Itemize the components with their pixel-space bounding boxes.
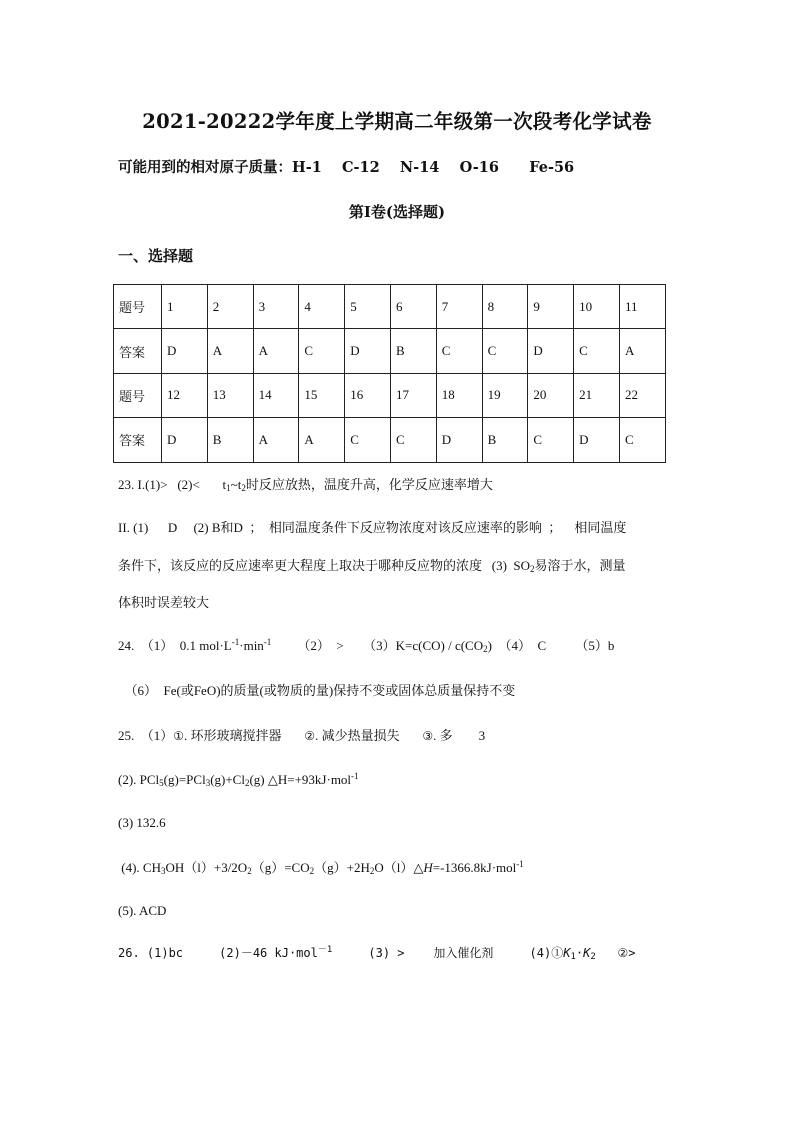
question-number: 3 [253,285,299,329]
italic-symbol: H [423,860,433,875]
question-number: 19 [482,373,528,417]
subscript: 3 [160,866,166,876]
circled-number: ① [173,729,185,743]
text-run: . 环形玻璃搅拌器 [184,728,305,743]
q25-answer-line5: (5). ACD [118,903,167,918]
question-number: 8 [482,285,528,329]
answer-cell: A [253,329,299,373]
q25-answer-line4 [118,857,524,876]
superscript: -1 [263,637,272,647]
question-number: 15 [299,373,345,417]
answer-cell: D [574,418,620,462]
subscript: 2 [241,483,246,493]
row-label-question: 题号 [114,285,162,329]
text-run: . 减少热量损失 [315,728,423,743]
subscript: 2 [369,866,375,876]
row-label-answer: 答案 [114,329,162,373]
text-run: ~t [230,477,242,492]
question-number: 17 [390,373,436,417]
text-run: · [575,946,584,960]
answer-cell: A [619,329,665,373]
q23-part1-answer [118,474,493,493]
row-label-question: 题号 [114,373,162,417]
row-label-answer: 答案 [114,418,162,462]
answer-cell: B [390,329,436,373]
q25-answer-line3: (3) 132.6 [118,815,166,830]
text-run: 时反应放热，温度升高，化学反应速率增大 [245,477,493,492]
text-run [596,946,618,960]
text-run: . 多 3 [433,728,486,743]
text-run: (g) △H=+93kJ·mol [249,772,352,787]
answer-cell: C [390,418,436,462]
answer-cell: D [436,418,482,462]
subscript: 1 [570,952,576,962]
superscript: -1 [516,859,524,869]
circled-number: ② [617,946,629,960]
answer-cell: C [482,329,528,373]
answer-cell: A [253,418,299,462]
question-number: 2 [207,285,253,329]
question-number: 10 [574,285,620,329]
answer-cell: D [345,329,391,373]
q24-answer-line1 [118,635,614,654]
answer-cell: B [207,418,253,462]
answer-table [113,284,666,463]
question-number: 22 [619,373,665,417]
question-number: 4 [299,285,345,329]
subscript: 5 [159,778,164,788]
answer-cell: B [482,418,528,462]
q23-part2-line1: II. (1) D (2) B和D ； 相同温度条件下反应物浓度对该反应速率的影响 ； 相同温度 [118,520,627,535]
text-run: 24. （1） 0.1 mol·L [118,638,232,653]
text-run: 易溶于水，测量 [534,558,626,573]
subscript: 3 [205,778,211,788]
answer-cell: D [162,329,208,373]
text-run: （g）+2H [314,860,370,875]
text-run: > [628,946,636,960]
answer-cell: C [436,329,482,373]
question-number: 18 [436,373,482,417]
question-number: 13 [207,373,253,417]
italic-symbol: K [563,946,571,960]
question-number: 7 [436,285,482,329]
subscript: 2 [244,778,250,788]
text-run: (g)=PCl [163,772,206,787]
text-run: ) （4） C （5）b [487,638,615,653]
atomic-masses-line: 可能用到的相对原子质量：H-1 C-12 N-14 O-16 Fe-56 [118,159,575,176]
answer-cell: D [528,329,574,373]
section-heading: 一、选择题 [118,247,194,265]
question-number: 14 [253,373,299,417]
q25-answer-line2 [118,771,359,788]
part-heading: 第Ⅰ卷(选择题) [348,203,446,221]
subscript: 2 [530,564,535,574]
question-number: 11 [619,285,665,329]
q26-answer-line [118,942,635,962]
text-run: 25. （1） [118,728,174,743]
answer-cell: C [345,418,391,462]
circled-number: ② [304,729,316,743]
superscript: -1 [231,637,240,647]
text-run: （g）=CO [251,860,310,875]
subscript: 2 [309,866,315,876]
text-run: （2） > （3）K=c(CO) / c(CO [271,638,484,653]
question-number: 5 [345,285,391,329]
text-run: O（l）△ [374,860,424,875]
text-run: 23. I.(1)> (2)< t [118,477,227,492]
text-run: =-1366.8kJ·mol [432,860,517,875]
subscript: 2 [247,866,252,876]
italic-symbol: K [583,946,591,960]
table-row [114,329,666,373]
subscript: 2 [483,644,488,654]
question-number: 12 [162,373,208,417]
q25-answer-line1 [118,725,485,744]
page-title: 2021-20222学年度上学期高二年级第一次段考化学试卷 [142,110,652,133]
subscript: 1 [226,483,231,493]
q23-part2-line3: 体积时误差较大 [118,595,210,610]
text-run: 条件下，该反应的反应速率更大程度上取决于哪种反应物的浓度 (3) SO [118,558,531,573]
answer-cell: A [299,418,345,462]
question-number: 20 [528,373,574,417]
answer-cell: A [207,329,253,373]
circled-number: ③ [422,729,434,743]
question-number: 21 [574,373,620,417]
text-run: (2). PCl [118,772,160,787]
table-row [114,285,666,329]
answer-cell: D [162,418,208,462]
answer-cell: C [619,418,665,462]
text-run: ·min [239,638,264,653]
superscript: -1 [351,771,359,781]
superscript: －1 [317,945,333,955]
answer-cell: C [299,329,345,373]
q23-part2-line2 [118,555,626,574]
q24-answer-line2: （6） Fe(或FeO)的质量(或物质的量)保持不变或固体总质量保持不变 [118,683,516,698]
question-number: 9 [528,285,574,329]
text-run: OH（l）+3/2O [165,860,248,875]
text-run: (3) > 加入催化剂 (4) [332,946,552,960]
circled-number: ① [551,946,564,960]
question-number: 16 [345,373,391,417]
text-run: 26. (1)bc (2)－46 kJ·mol [118,946,318,960]
table-row [114,418,666,462]
question-number: 1 [162,285,208,329]
table-row [114,373,666,417]
answer-cell: C [528,418,574,462]
question-number: 6 [390,285,436,329]
answer-cell: C [574,329,620,373]
text-run: (4). CH [118,860,161,875]
text-run: (g)+Cl [210,772,245,787]
subscript: 2 [590,952,596,962]
